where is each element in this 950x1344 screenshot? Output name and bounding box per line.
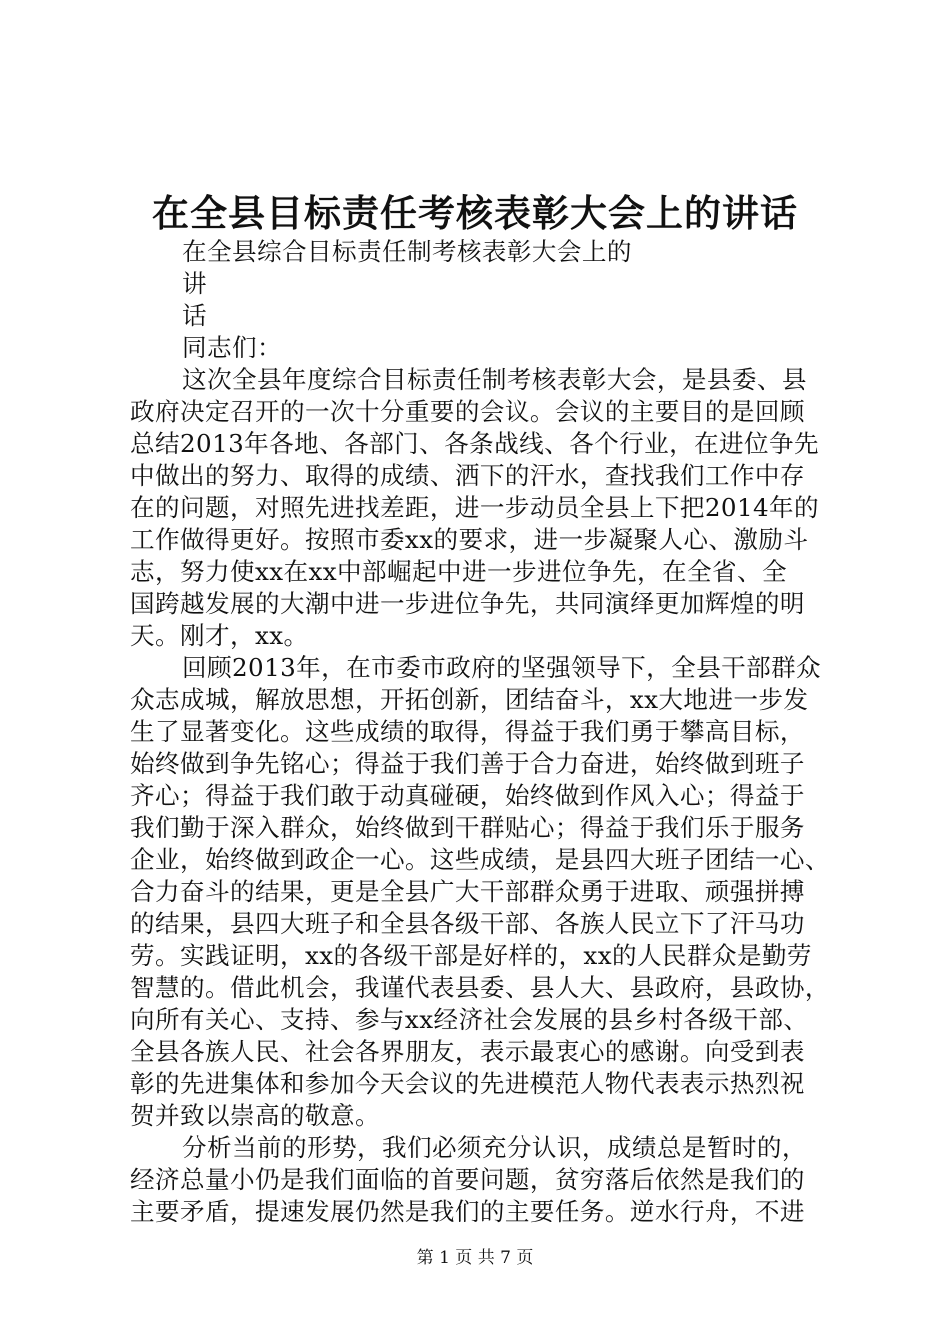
- page-number-footer: 第 1 页 共 7 页: [416, 1248, 534, 1268]
- body-line: 智慧的。借此机会，我谨代表县委、县人大、县政府，县政协，: [130, 973, 830, 1002]
- body-line: 政府决定召开的一次十分重要的会议。会议的主要目的是回顾: [130, 397, 805, 426]
- body-line: 回顾2013年，在市委市政府的坚强领导下，全县干部群众: [182, 653, 822, 682]
- body-line: 这次全县年度综合目标责任制考核表彰大会，是县委、县: [182, 365, 807, 394]
- body-line: 总结2013年各地、各部门、各条战线、各个行业，在进位争先: [130, 429, 820, 458]
- body-line: 彰的先进集体和参加今天会议的先进模范人物代表表示热烈祝: [130, 1069, 805, 1098]
- subtitle-line: 话: [182, 301, 207, 330]
- body-line: 合力奋斗的结果，更是全县广大干部群众勇于进取、顽强拼搏: [130, 877, 805, 906]
- body-line: 始终做到争先铭心；得益于我们善于合力奋进，始终做到班子: [130, 749, 805, 778]
- body-line: 我们勤于深入群众，始终做到干群贴心；得益于我们乐于服务: [130, 813, 805, 842]
- body-line: 生了显著变化。这些成绩的取得，得益于我们勇于攀高目标，: [130, 717, 805, 746]
- body-line: 贺并致以崇高的敬意。: [130, 1101, 380, 1130]
- body-line: 在的问题，对照先进找差距，进一步动员全县上下把2014年的: [130, 493, 820, 522]
- body-line: 劳。实践证明，xx的各级干部是好样的，xx的人民群众是勤劳: [130, 941, 812, 970]
- body-line: 工作做得更好。按照市委xx的要求，进一步凝聚人心、激励斗: [130, 525, 809, 554]
- subtitle-line: 讲: [182, 269, 207, 298]
- body-line: 齐心；得益于我们敢于动真碰硬，始终做到作风入心；得益于: [130, 781, 805, 810]
- body-line: 的结果，县四大班子和全县各级干部、各族人民立下了汗马功: [130, 909, 805, 938]
- body-line: 企业，始终做到政企一心。这些成绩，是县四大班子团结一心、: [130, 845, 830, 874]
- body-line: 主要矛盾，提速发展仍然是我们的主要任务。逆水行舟，不进: [130, 1197, 805, 1226]
- body-line: 国跨越发展的大潮中进一步进位争先，共同演绎更加辉煌的明: [130, 589, 805, 618]
- body-line: 天。刚才，xx。: [130, 621, 309, 650]
- subtitle-line: 在全县综合目标责任制考核表彰大会上的: [182, 237, 632, 266]
- body-line: 众志成城，解放思想，开拓创新，团结奋斗，xx大地进一步发: [130, 685, 809, 714]
- document-title: 在全县目标责任考核表彰大会上的讲话: [152, 192, 798, 235]
- body-line: 志，努力使xx在xx中部崛起中进一步进位争先，在全省、全: [130, 557, 787, 586]
- body-line: 中做出的努力、取得的成绩、洒下的汗水，查找我们工作中存: [130, 461, 805, 490]
- body-line: 分析当前的形势，我们必须充分认识，成绩总是暂时的，: [182, 1133, 807, 1162]
- body-line: 全县各族人民、社会各界朋友，表示最衷心的感谢。向受到表: [130, 1037, 805, 1066]
- salutation: 同志们：: [182, 333, 282, 362]
- body-line: 经济总量小仍是我们面临的首要问题，贫穷落后依然是我们的: [130, 1165, 805, 1194]
- body-line: 向所有关心、支持、参与xx经济社会发展的县乡村各级干部、: [130, 1005, 809, 1034]
